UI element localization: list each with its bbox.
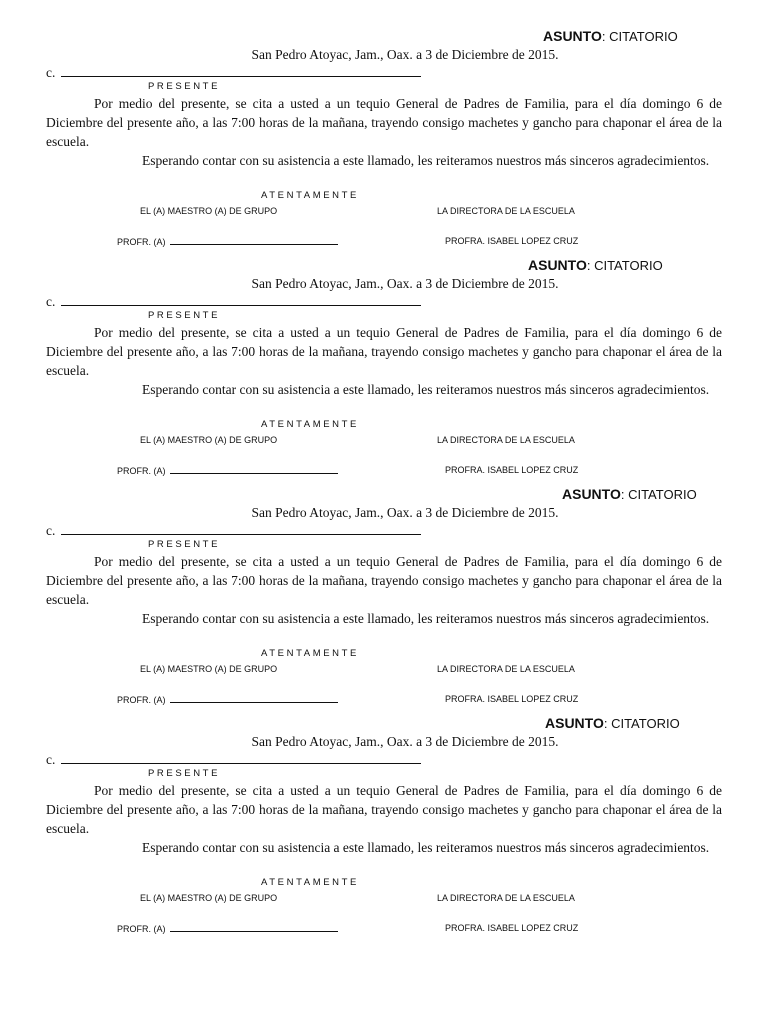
teacher-role-label: EL (A) MAESTRO (A) DE GRUPO bbox=[140, 435, 278, 445]
teacher-sign-blank bbox=[170, 465, 338, 474]
body-paragraph-2: Esperando contar con su asistencia a este llamado, les reiteramos nuestros más sinceros agradecimientos. bbox=[142, 840, 710, 855]
asunto-line bbox=[528, 257, 663, 274]
teacher-sign-blank bbox=[170, 923, 338, 932]
presente-heading: PRESENTE bbox=[148, 81, 221, 92]
teacher-sign-prefix: PROFR. (A) bbox=[117, 237, 166, 247]
asunto-line bbox=[543, 28, 678, 45]
teacher-signature-line bbox=[117, 923, 338, 935]
recipient-blank bbox=[61, 293, 421, 306]
citatorio-block-1 bbox=[0, 28, 768, 257]
place-date: San Pedro Atoyac, Jam., Oax. a 3 de Diciembre de 2015. bbox=[251, 505, 559, 520]
teacher-role-label: EL (A) MAESTRO (A) DE GRUPO bbox=[140, 893, 278, 903]
asunto-label: ASUNTO bbox=[543, 28, 602, 44]
recipient-line bbox=[46, 751, 421, 768]
recipient-prefix: c. bbox=[46, 752, 56, 767]
asunto-label: ASUNTO bbox=[528, 257, 587, 273]
asunto-label: ASUNTO bbox=[562, 486, 621, 502]
recipient-line bbox=[46, 64, 421, 81]
recipient-line bbox=[46, 522, 421, 539]
director-name: PROFRA. ISABEL LOPEZ CRUZ bbox=[445, 694, 579, 704]
asunto-label: ASUNTO bbox=[545, 715, 604, 731]
teacher-signature-line bbox=[117, 236, 338, 248]
asunto-value: : CITATORIO bbox=[603, 716, 680, 731]
recipient-blank bbox=[61, 522, 421, 535]
director-name: PROFRA. ISABEL LOPEZ CRUZ bbox=[445, 923, 579, 933]
teacher-sign-prefix: PROFR. (A) bbox=[117, 466, 166, 476]
teacher-role-label: EL (A) MAESTRO (A) DE GRUPO bbox=[140, 664, 278, 674]
body-paragraph-2: Esperando contar con su asistencia a este llamado, les reiteramos nuestros más sinceros agradecimientos. bbox=[142, 611, 710, 626]
director-name: PROFRA. ISABEL LOPEZ CRUZ bbox=[445, 236, 579, 246]
atentamente-heading: ATENTAMENTE bbox=[261, 419, 359, 430]
asunto-value: : CITATORIO bbox=[586, 258, 663, 273]
citatorio-block-3 bbox=[0, 486, 768, 715]
teacher-sign-blank bbox=[170, 694, 338, 703]
recipient-prefix: c. bbox=[46, 294, 56, 309]
director-role-label: LA DIRECTORA DE LA ESCUELA bbox=[437, 206, 575, 216]
recipient-blank bbox=[61, 751, 421, 764]
recipient-prefix: c. bbox=[46, 523, 56, 538]
asunto-line bbox=[562, 486, 697, 503]
body-paragraph-2: Esperando contar con su asistencia a este llamado, les reiteramos nuestros más sinceros agradecimientos. bbox=[142, 382, 710, 397]
recipient-prefix: c. bbox=[46, 65, 56, 80]
teacher-sign-prefix: PROFR. (A) bbox=[117, 695, 166, 705]
presente-heading: PRESENTE bbox=[148, 310, 221, 321]
asunto-line bbox=[545, 715, 680, 732]
teacher-signature-line bbox=[117, 694, 338, 706]
body-paragraph-2: Esperando contar con su asistencia a este llamado, les reiteramos nuestros más sinceros agradecimientos. bbox=[142, 153, 710, 168]
atentamente-heading: ATENTAMENTE bbox=[261, 648, 359, 659]
place-date: San Pedro Atoyac, Jam., Oax. a 3 de Diciembre de 2015. bbox=[251, 734, 559, 749]
teacher-sign-blank bbox=[170, 236, 338, 245]
citatorio-block-4 bbox=[0, 715, 768, 944]
atentamente-heading: ATENTAMENTE bbox=[261, 877, 359, 888]
body-paragraph-1: Por medio del presente, se cita a usted a un tequio General de Padres de Familia, para el día domingo 6 de Diciembre del presente año, a las 7:00 horas de la mañana, trayendo consigo machetes y gancho para chaponar el área de la escuela. bbox=[46, 554, 722, 607]
citatorio-block-2 bbox=[0, 257, 768, 486]
atentamente-heading: ATENTAMENTE bbox=[261, 190, 359, 201]
director-role-label: LA DIRECTORA DE LA ESCUELA bbox=[437, 435, 575, 445]
recipient-blank bbox=[61, 64, 421, 77]
teacher-sign-prefix: PROFR. (A) bbox=[117, 924, 166, 934]
recipient-line bbox=[46, 293, 421, 310]
director-role-label: LA DIRECTORA DE LA ESCUELA bbox=[437, 664, 575, 674]
presente-heading: PRESENTE bbox=[148, 768, 221, 779]
place-date: San Pedro Atoyac, Jam., Oax. a 3 de Diciembre de 2015. bbox=[251, 276, 559, 291]
director-name: PROFRA. ISABEL LOPEZ CRUZ bbox=[445, 465, 579, 475]
body-paragraph-1: Por medio del presente, se cita a usted a un tequio General de Padres de Familia, para el día domingo 6 de Diciembre del presente año, a las 7:00 horas de la mañana, trayendo consigo machetes y gancho para chaponar el área de la escuela. bbox=[46, 783, 722, 836]
asunto-value: : CITATORIO bbox=[620, 487, 697, 502]
asunto-value: : CITATORIO bbox=[601, 29, 678, 44]
body-paragraph-1: Por medio del presente, se cita a usted a un tequio General de Padres de Familia, para el día domingo 6 de Diciembre del presente año, a las 7:00 horas de la mañana, trayendo consigo machetes y gancho para chaponar el área de la escuela. bbox=[46, 325, 722, 378]
teacher-signature-line bbox=[117, 465, 338, 477]
body-paragraph-1: Por medio del presente, se cita a usted a un tequio General de Padres de Familia, para el día domingo 6 de Diciembre del presente año, a las 7:00 horas de la mañana, trayendo consigo machetes y gancho para chaponar el área de la escuela. bbox=[46, 96, 722, 149]
place-date: San Pedro Atoyac, Jam., Oax. a 3 de Diciembre de 2015. bbox=[251, 47, 559, 62]
presente-heading: PRESENTE bbox=[148, 539, 221, 550]
teacher-role-label: EL (A) MAESTRO (A) DE GRUPO bbox=[140, 206, 278, 216]
director-role-label: LA DIRECTORA DE LA ESCUELA bbox=[437, 893, 575, 903]
